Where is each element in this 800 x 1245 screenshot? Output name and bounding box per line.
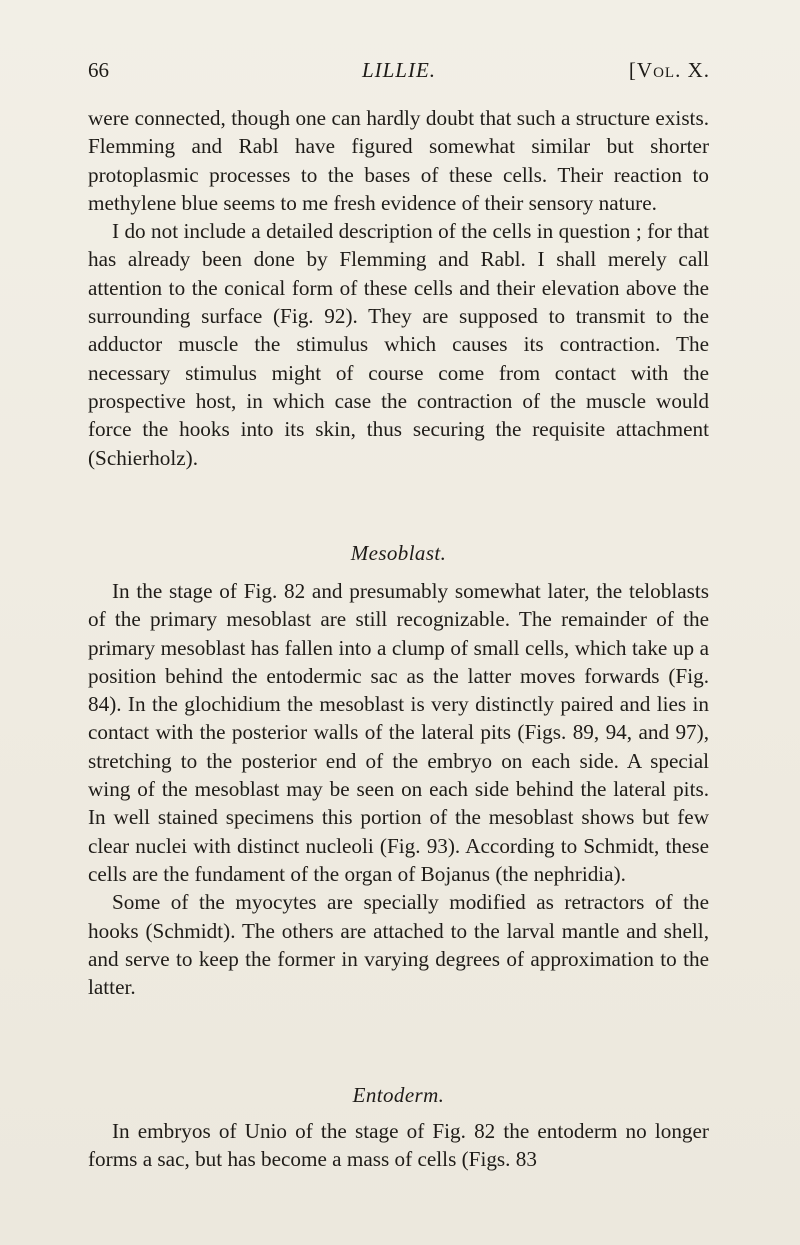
paragraph: In embryos of Unio of the stage of Fig. 82 the entoderm no longer forms a sac, but has become a mass of cells (Figs. 83: [88, 1119, 709, 1172]
paragraph: I do not include a detailed description of the cells in question ; for that has already been done by Flemming and Rabl. I shall merely call attention to the conical form of these cells and their elevation above the surrounding surface (Fig. 92). They are supposed to transmit to the adductor muscle the stimulus which causes its contraction. The necessary stimulus might of course come from contact with the prospective host, in which case the contraction of the muscle would force the hooks into its skin, thus securing the requisite attachment (Schierholz).: [88, 219, 709, 470]
paragraph: were connected, though one can hardly doubt that such a structure exists. Flemming and Rabl have figured somewhat similar but shorter protoplasmic processes to the bases of these cells. Their reaction to methylene blue seems to me fresh evidence of their sensory nature.: [88, 106, 709, 215]
text-block-mesoblast: [88, 577, 709, 1001]
volume-label: [Vol. X.: [628, 58, 710, 82]
page-number: 66: [88, 58, 109, 82]
section-heading-mesoblast: Mesoblast.: [350, 541, 447, 565]
paragraph: Some of the myocytes are specially modified as retractors of the hooks (Schmidt). The others are attached to the larval mantle and shell, and serve to keep the former in varying degrees of approximation to the latter.: [88, 890, 709, 1000]
text-block-entoderm: [88, 1117, 709, 1174]
text-block-intro: [88, 104, 709, 472]
paragraph: In the stage of Fig. 82 and presumably somewhat later, the teloblasts of the primary mesoblast are still recognizable. The remainder of the primary mesoblast has fallen into a clump of small cells, which take up a position behind the entodermic sac as the latter moves forwards (Fig. 84). In the glochidium the mesoblast is very distinctly paired and lies in contact with the posterior walls of the lateral pits (Figs. 89, 94, and 97), stretching to the posterior end of the embryo on each side. A special wing of the mesoblast may be seen on each side behind the lateral pits. In well stained specimens this portion of the mesoblast shows but few clear nuclei with distinct nucleoli (Fig. 93). According to Schmidt, these cells are the fundament of the organ of Bojanus (the nephridia).: [88, 579, 709, 886]
section-heading-entoderm: Entoderm.: [352, 1083, 445, 1107]
running-head: [88, 54, 710, 86]
running-title: LILLIE.: [361, 58, 437, 82]
